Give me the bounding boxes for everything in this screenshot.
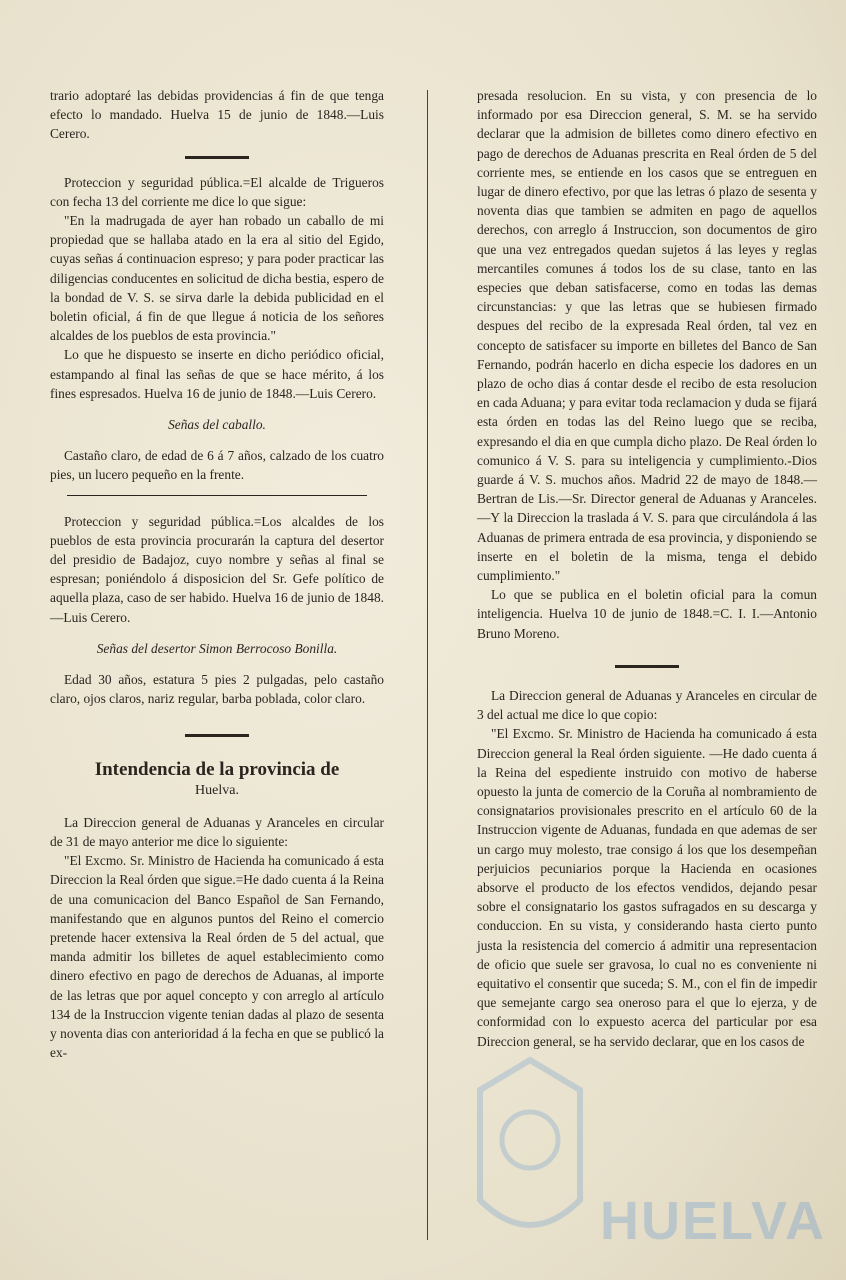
paragraph-notice-desertor: Proteccion y seguridad pública.=Los alcaldes de los pueblos de esta provincia procurarán la captura del desertor del presidio de Badajoz, cuyo nombre y señas al final se espresan; poniéndolo á disposicion del Sr. Gefe político de aquella plaza, caso de ser habido. Huelva 16 de junio de 1848.—Luis Cerero.	[50, 513, 384, 625]
section-rule	[615, 665, 679, 668]
paragraph-continuation: trario adoptaré las debidas providencias á fin de que tenga efecto lo mandado. Huelva 15 de junio de 1848.—Luis Cerero.	[50, 88, 384, 142]
paragraph-circular-3: La Direccion general de Aduanas y Aranceles en circular de 3 del actual me dice lo que copio:	[477, 687, 817, 723]
section-heading: Intendencia de la provincia de	[94, 759, 340, 781]
paragraph-senas-caballo: Castaño claro, de edad de 6 á 7 años, calzado de los cuatro pies, un lucero pequeño en la frente.	[50, 448, 384, 483]
paragraph-real-orden: "El Excmo. Sr. Ministro de Hacienda ha comunicado á esta Direccion la Real órden que sigue.=He dado cuenta á la Reina de una comunicacion del Banco Español de San Fernando, manifestando que en algunos puntos del Reino el comercio pretende hacer extensiva la Real órden de 5 del actual, que manda admitir los billetes de aquel establecimiento como dinero efectivo en pago de derechos de Aduanas, al importe de las letras que por aquel concepto y con arreglo al artículo 134 de la Instruccion vigente tenian dadas al plazo de sesenta y noventa dias con anterioridad á la fecha en que se publicó la ex-	[50, 853, 384, 1061]
column-divider	[427, 90, 428, 1240]
left-column	[50, 86, 384, 1062]
section-rule	[185, 734, 249, 737]
thin-rule	[67, 495, 367, 496]
paragraph-insertion: Lo que he dispuesto se inserte en dicho periódico oficial, estampando al final las señas de que se hace mérito, á los fines espresados. Huelva 16 de junio de 1848.—Luis Cerero.	[50, 347, 384, 401]
paragraph-resolucion: presada resolucion. En su vista, y con presencia de lo informado por esa Direccion general, S. M. se ha servido declarar que la admision de billetes como dinero efectivo en pago de derechos de Aduanas prescrita en Real órden de 5 del corriente mes, se entiende en los casos que se entreguen en lugar de dinero efectivo, por que las letras ó plazo de sesenta y noventa dias que tambien se admiten en pago de aquellos derechos, con arreglo á Instruccion, son documentos de giro que una vez entregados quedan sujetos á las leyes y reglas mercantiles comunes á todos los de su clase, tanto en las especies que deban satisfacerse, como en todas las demas circunstancias: y que las letras que se hubiesen firmado despues del recibo de la expresada Real órden, tal vez en concepto de satisfacer su importe en billetes del Banco de San Fernando, podrán hacerlo en dicha especie los dadores en un plazo de ocho dias á contar desde el recibo de esta resolucion en cada Aduana; y para evitar toda reclamacion y duda se fijará esta órden en todas las del Reino luego que se reciba, expresando el dia en que cumpla dicho plazo. De Real órden lo comunico á V. S. para su inteligencia y cumplimiento.-Dios guarde á V. S. muchos años. Madrid 22 de mayo de 1848.—Bertran de Lis.—Sr. Director general de Aduanas y Aranceles.—Y la Direccion la traslada á V. S. para que circulándola á las Aduanas de primera entrada de esa provincia, y disponiendo se inserte en el boletin de la misma, tenga el debido cumplimiento."	[477, 88, 817, 584]
paragraph-senas-desertor: Edad 30 años, estatura 5 pies 2 pulgadas, pelo castaño claro, ojos claros, nariz regular, barba poblada, color claro.	[50, 672, 384, 707]
section-rule	[185, 156, 249, 159]
right-column	[477, 86, 817, 1051]
watermark-text: HUELVA	[600, 1191, 826, 1251]
section-subheading: Huelva.	[195, 783, 239, 799]
paragraph-notice-trigueros: Proteccion y seguridad pública.=El alcalde de Trigueros con fecha 13 del corriente me dice lo que sigue:	[50, 174, 384, 209]
paragraph-consignatarios: "El Excmo. Sr. Ministro de Hacienda ha comunicado á esta Direccion general la Real órden siguiente. —He dado cuenta á la Reina del espediente instruido con motivo de haberse opuesto la junta de comercio de la Coruña al nombramiento de consignatarios provisionales prescrito en el artículo 60 de la Instruccion vigente de Aduanas, fundada en que ademas de ser un cargo muy molesto, trae consigo á los que los desempeñan perjuicios pecuniarios porque la Hacienda en ocasiones absorve el producto de los efectos vendidos, dejando pesar sobre el consignatario los gastos sufragados en su descarga y conduccion. En su vista, y considerando hasta cierto punto justa la resistencia del comercio á admitir una representacion de oficio que suele ser gravosa, lo cual no es conveniente ni equitativo el consentir que suceda; S. M., con el fin de impedir que semejante cargo sea oneroso para el que lo ejerza, y de conformidad con lo expuesto acerca del particular por esa Direccion general, se ha servido declarar, que en los casos de	[477, 726, 817, 1049]
paragraph-publicacion: Lo que se publica en el boletin oficial para la comun inteligencia. Huelva 10 de junio de 1848.=C. I. I.—Antonio Bruno Moreno.	[477, 587, 817, 641]
caption-senas-desertor: Señas del desertor Simon Berrocoso Bonilla.	[96, 640, 338, 656]
paragraph-quote-caballo: "En la madrugada de ayer han robado un caballo de mi propiedad que se hallaba atado en la era al sitio del Egido, cuyas señas á continuacion espreso; y para poder practicar las diligencias conducentes en solicitud de dicha bestia, espero de la bondad de V. S. se sirva darle la debida publicidad en el boletin oficial, á fin de que llegue á noticia de los señores alcaldes de los pueblos de esta provincia."	[50, 213, 384, 344]
caption-senas-caballo: Señas del caballo.	[168, 417, 266, 433]
paragraph-circular-31: La Direccion general de Aduanas y Aranceles en circular de 31 de mayo anterior me dice lo siguiente:	[50, 814, 384, 849]
